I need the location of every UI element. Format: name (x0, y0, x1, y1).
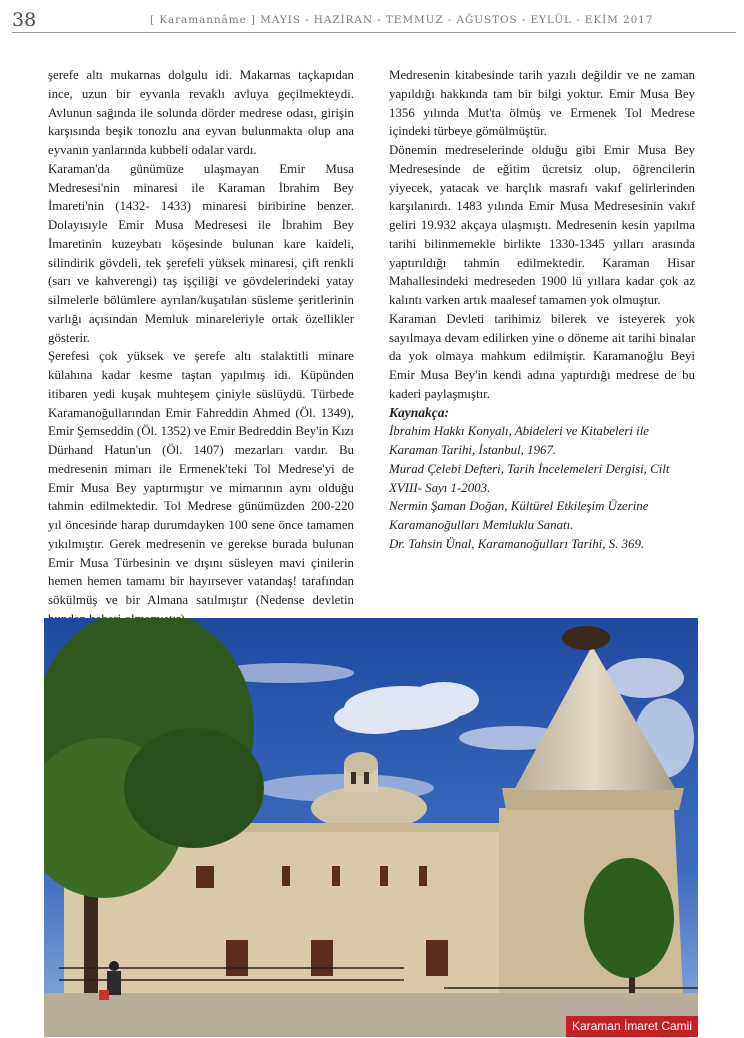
references-title: Kaynakça: (389, 404, 449, 420)
mosque-illustration (44, 618, 698, 1037)
reference-item: İbrahim Hakkı Konyalı, Abideleri ve Kitabeleri ile Karaman Tarihi, İstanbul, 1967. (389, 424, 650, 457)
paragraph: Karaman'da günümüze ulaşmayan Emir Musa Medresesi'nin minaresi ile Karaman İbrahim Bey İmareti'nin (1432- 1433) minaresi biribirine benzer. Dolayısıyle Emir Musa Medresesi ile İbrahim Bey İmaretinin kuzeybatı köşesinde bulunan kare kaideli, silindirik gövdeli, tek şerefeli yüksek minaresi, çift renkli (sarı ve kahverengi) taş işçiliği ve gövdelerindeki yatay silmelerle bölümlere ayrılan/kuşatılan süsleme şeritlerinin varlığı açısından Memluk minareleriyle ortak özellikler gösterir. (48, 161, 354, 345)
page-header (0, 0, 744, 40)
photo-caption: Karaman İmaret Camii (566, 1016, 698, 1037)
stork-nest (562, 626, 610, 650)
reference-item: Murad Çelebi Defteri, Tarih İncelemeleri Dergisi, Cilt XVIII- Sayı 1-2003. (389, 461, 670, 495)
issue-line: [ Karamannâme ] MAYIS - HAZİRAN - TEMMUZ - AĞUSTOS - EYLÜL - EKİM 2017 (150, 14, 654, 26)
left-column (48, 66, 354, 629)
references (389, 404, 695, 554)
mosque-photo (44, 618, 698, 1037)
right-column (389, 66, 695, 554)
paragraph: Medresenin kitabesinde tarih yazılı değildir ve ne zaman yapıldığı hakkında tam bir bilgi yoktur. Emir Musa Bey 1356 yılında Mut'ta ölmüş ve Ermenek Tol Medrese içindeki türbeye gömülmüştür. (389, 68, 695, 139)
paragraph: şerefe altı mukarnas dolgulu idi. Makarnas taçkapıdan ince, uzun bir eyvanla revaklı avluya geçilmekteydi. Avlunun sağında ile solunda dörder medrese odası, girişin karşısında beşik tonozlu ana eyvan bulunmakta olup ana eyvanın yanlarında kubbeli odalar vardı. (48, 68, 354, 157)
header-rule (12, 32, 736, 33)
page-number: 38 (12, 9, 37, 31)
reference-item: Dr. Tahsin Ünal, Karamanoğulları Tarihi, S. 369. (389, 536, 645, 551)
paragraph: Dönemin medreselerinde olduğu gibi Emir Musa Bey Medresesinde de eğitim ücretsiz olup, öğrencilerin yiyecek, yatacak ve harçlık masrafı vakıf gelirlerinden karşılanırdı. 1483 yılında Emir Musa Medresesinin vakıf geliri 19.932 akçaya ulaşmıştı. Medresenin kesin yapılma tarihi bilinmemekle birlikte 1330-1345 yılları arasında yaptırıldığı tahmin edilmektedir. Karaman Hisar Mahallesindeki medreseden 1900 lü yıllara kadar çok az kalıntı varken artık maalesef tamamen yok olmuştur. (389, 143, 695, 307)
paragraph: Karaman Devleti tarihimiz bilerek ve isteyerek yok sayılmaya devam edilirken yine o döneme ait tarihi binalar da yok olmaya mahkum edilmiştir. Karamanoğlu Beyi Emir Musa Bey'in kendi adına yaptırdığı medrese de bu kaderi paylaşmıştır. (389, 311, 695, 401)
paragraph: Şerefesi çok yüksek ve şerefe altı stalaktitli minare külahına kadar kesme taştan yapılmış idi. Küpünden itibaren yedi kuşak muhteşem çiniyle süslüydü. Türbede Karamanoğullarından Emir Fahreddin Ahmed (Öl. 1349), Emir Şemseddin (Öl. 1352) ve Emir Bedreddin Bey'in Kızı Dürhand Hatun'un (Öl. 1407) mezarları vardır. Bu medresenin mimarı ile Ermenek'teki Tol Medrese'yi de Emir Musa Bey yaptırmıştır ve mimarının aynı olduğu tahmin edilmektedir. Tol Medrese günümüzden 200-220 yıl öncesinde harap durumdayken 100 sene önce tamamen yıkılmıştır. Gerek medresenin ve gerekse burada bulunan Emir Musa Türbesinin ve dışını süsleyen mavi çinilerin hemen hemen tamamı bir hayırsever vatandaş! tarafından sökülmüş ve bir Almana satılmıştır (Nedense devletin (48, 349, 354, 607)
reference-item: Nermin Şaman Doğan, Kültürel Etkileşim Üzerine Karamanoğulları Memluklu Sanatı. (389, 499, 649, 532)
